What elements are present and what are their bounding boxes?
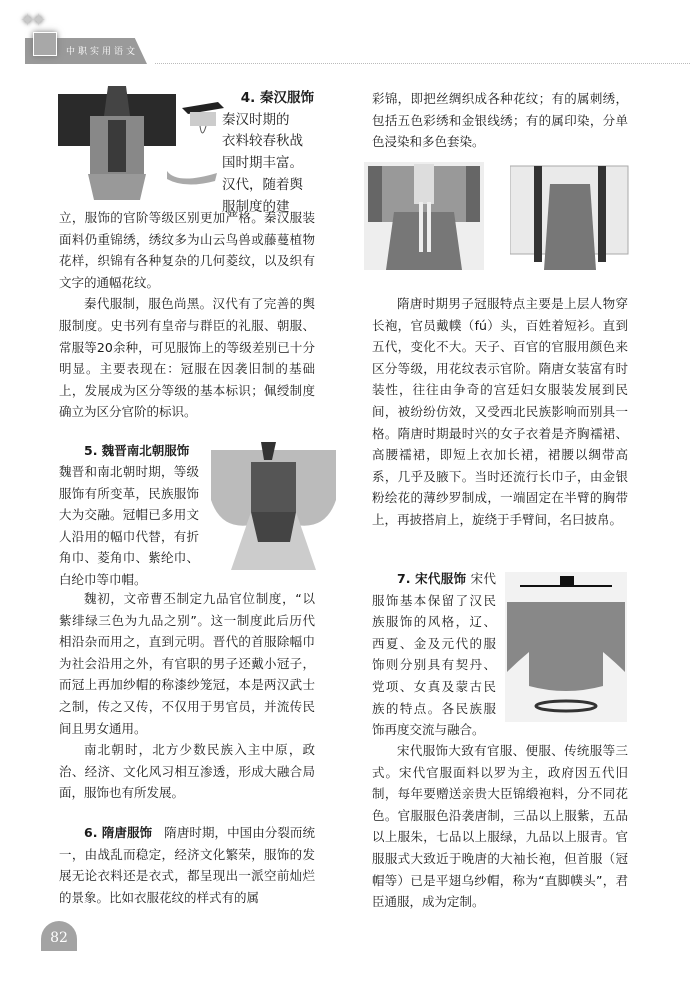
page-number: 82: [41, 921, 77, 951]
suitang-body: [372, 293, 628, 531]
weijin-robe-figure: [206, 442, 341, 574]
qinhan-robe-figure: [58, 86, 176, 202]
section6-heading: 6. 隋唐服饰: [84, 825, 153, 840]
paragraph: 魏初，文帝曹丕制定九品官位制度，“以紫绯绿三色为九品之别”。这一制度此后历代相沿杂而用之，直到元明。晋代的首服除幅巾为社会沿用之外，有官职的男子还戴小冠子，而冠上再加纱帽的称漆纱笼冠，本是两汉武士之制，传之又传，不仅用于男官员，并流传民间且男女通用。: [59, 591, 315, 736]
star-icon: ✦✦: [20, 10, 43, 31]
section7-body: [372, 740, 628, 913]
header-title: 中职实用语文: [66, 47, 139, 57]
paragraph: 立，服饰的官阶等级区别更加严格。秦汉服装面料仍重锦绣，绣纹多为山云鸟兽或藤蔓植物花样，织锦有各种复杂的几何菱纹，以及织有文字的通幅花纹。: [59, 210, 315, 290]
crown-figure: [178, 98, 228, 144]
section5-heading: 5. 魏晋南北朝服饰: [84, 443, 190, 458]
wrapped-line: 服制度的建: [222, 198, 290, 215]
shoes-figure: [165, 165, 220, 187]
header-divider: [155, 63, 690, 64]
paragraph: 彩锦，即把丝绸织成各种花纹；有的属刺绣，包括五色彩绣和金银线绣；有的属印染，分单色浸染和多色套染。: [372, 91, 628, 150]
section4-heading-block: [222, 88, 314, 218]
section4-heading: 4. 秦汉服饰: [240, 90, 314, 106]
paragraph: 南北朝时，北方少数民族入主中原，政治、经济、文化风习相互渗透，形成大融合局面，服饰也有所发展。: [59, 742, 315, 801]
suitang-robe-figure-1: [364, 162, 484, 270]
section7-heading: 7. 宋代服饰: [397, 571, 467, 586]
wrapped-line: 国时期丰富。: [222, 155, 303, 172]
section5-intro: [59, 440, 199, 462]
paragraph: [59, 822, 315, 908]
right-cont: [372, 88, 628, 153]
section5-wrapped: [59, 461, 199, 591]
paragraph: 魏晋和南北朝时期，等级服饰有所变革，民族服饰大为交融。冠帽已多用文人沿用的幅巾代替，有折角巾、菱角巾、紫纶巾、白纶巾等巾帽。: [59, 464, 199, 587]
paragraph: [372, 568, 496, 741]
section5-body: [59, 588, 315, 804]
section7-intro: [372, 568, 496, 741]
wrapped-line: 衣料较春秋战: [222, 133, 303, 150]
section4-body: [59, 207, 315, 423]
section6-text: 隋唐时期，中国由分裂而统一，由战乱而稳定，经济文化繁荣，服饰的发展无论衣料还是衣式，都呈现出一派空前灿烂的景象。比如衣服花纹的样式有的属: [59, 825, 315, 905]
paragraph: 秦代服制，服色尚黑。汉代有了完善的舆服制度。史书列有皇帝与群臣的礼服、朝服、常服等20余种，可见服饰上的等级差别已十分明显。主要表现在：冠服在因袭旧制的基础上，发展成为区分等级的基本标识；佩绶制度确立为区分官阶的标识。: [59, 296, 315, 420]
paragraph: 隋唐时期男子冠服特点主要是上层人物穿长袍，官员戴幞（fú）头，百姓着短衫。直到五代，变化不大。天子、百官的官服用颜色来区分等级，用花纹表示官阶。隋唐女装富有时装性，往往由争奇的宫廷妇女服装发展到民间，被纷纷仿效，又受西北民族影响而别具一格。隋唐时期最时兴的女子衣着是齐胸襦裙、高腰襦裙，即短上衣加长裙，裙腰以绸带高系，几乎及腋下。当时还流行长巾子，由金银粉绘花的薄纱罗制成，一端固定在半臂的胸带上，再披搭肩上，旋绕于手臂间，名曰披帛。: [372, 296, 628, 527]
section6-body: [59, 822, 315, 908]
song-robe-figure: [505, 572, 627, 722]
wrapped-line: 汉代，随着舆: [222, 176, 303, 193]
suitang-robe-figure-2: [510, 162, 630, 272]
paragraph: 宋代服饰大致有官服、便服、传统服等三式。宋代官服面料以罗为主，政府因五代旧制，每年要赠送亲贵大臣锦缎袍料，分不同花色。官服服色沿袭唐制，三品以上服紫，五品以上服朱，七品以上服绿，九品以上服青。官服服式大致近于晚唐的大袖长袍，但首服（冠帽等）已是平翅乌纱帽，称为“直脚幞头”，君臣通服，成为定制。: [372, 743, 628, 910]
section7-wrapped: 宋代服饰基本保留了汉民族服饰的风格，辽、西夏、金及元代的服饰则分别具有契丹、党项、女真及蒙古民族的特点。各民族服饰再度交流与融合。: [372, 571, 496, 738]
header-badge: [33, 32, 57, 56]
wrapped-line: 秦汉时期的: [222, 111, 290, 128]
